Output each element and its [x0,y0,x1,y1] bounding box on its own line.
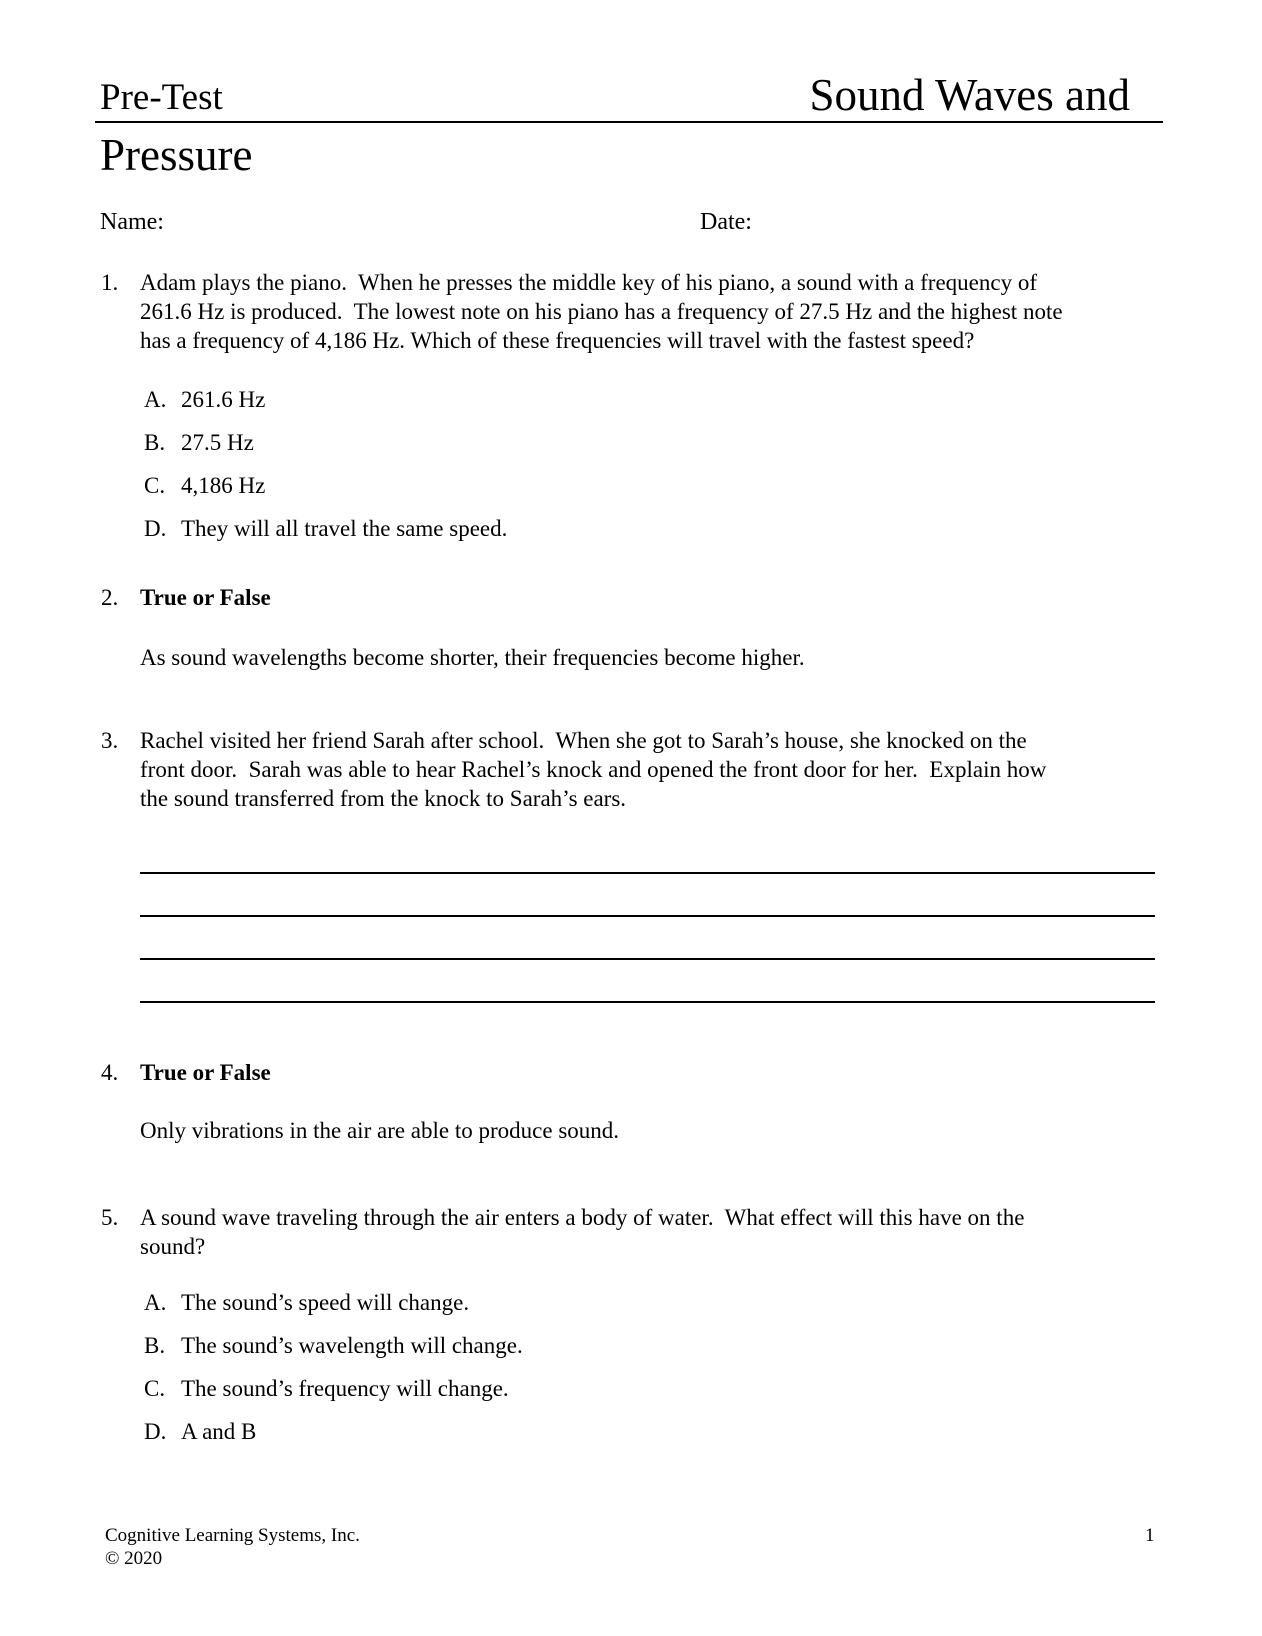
question-1-line-3: has a frequency of 4,186 Hz. Which of these frequencies will travel with the fastest speed? [140,328,975,353]
question-5-choice-d [144,1417,1144,1446]
question-1-choice-a [144,385,1144,414]
question-5-text [140,1203,1176,1261]
choice-letter: B. [144,1333,166,1358]
question-5-choice-a [144,1288,1144,1317]
question-1-choice-d [144,514,1144,543]
document-subject-title-wrapped: Pressure [100,130,253,180]
answer-line-2 [140,915,1155,917]
document-subject-title: Sound Waves and [809,70,1130,120]
question-1-choice-b [144,428,1144,457]
question-4-number: 4. [101,1060,119,1085]
question-2 [101,583,1176,612]
question-5-choice-b [144,1331,1144,1360]
question-1-text [140,268,1176,355]
choice-text: The sound’s wavelength will change. [181,1333,523,1358]
choice-text: The sound’s speed will change. [181,1290,470,1315]
question-5-line-1: A sound wave traveling through the air enters a body of water. What effect will this have on the [140,1205,1025,1230]
question-1-line-2: 261.6 Hz is produced. The lowest note on his piano has a frequency of 27.5 Hz and the highest note [140,299,1063,324]
question-3-line-1: Rachel visited her friend Sarah after school. When she got to Sarah’s house, she knocked on the [140,728,1027,753]
footer-publisher [105,1524,360,1570]
choice-text: A and B [181,1419,257,1444]
header-rule [95,121,1163,123]
question-1 [101,268,1176,355]
question-3-number: 3. [101,728,119,753]
question-5-choice-c [144,1374,1144,1403]
question-3 [101,726,1176,813]
choice-letter: A. [144,1290,167,1315]
question-4-statement: Only vibrations in the air are able to produce sound. [140,1118,620,1143]
question-2-number: 2. [101,585,119,610]
page-number: 1 [1145,1525,1155,1546]
choice-letter: D. [144,1419,167,1444]
question-1-choice-c [144,471,1144,500]
copyright-notice: © 2020 [105,1548,163,1569]
question-5 [101,1203,1176,1261]
choice-letter: C. [144,1376,166,1401]
question-5-line-2: sound? [140,1234,206,1259]
question-1-number: 1. [101,270,119,295]
choice-text: 4,186 Hz [181,473,266,498]
question-3-line-3: the sound transferred from the knock to Sarah’s ears. [140,786,627,811]
choice-letter: D. [144,516,167,541]
question-2-statement: As sound wavelengths become shorter, their frequencies become higher. [140,645,805,670]
question-3-line-2: front door. Sarah was able to hear Rachel’s knock and opened the front door for her. Explain how [140,757,1047,782]
date-label: Date: [700,209,752,235]
choice-letter: A. [144,387,167,412]
name-label: Name: [100,209,164,235]
question-5-number: 5. [101,1205,119,1230]
choice-letter: C. [144,473,166,498]
choice-text: 261.6 Hz [181,387,266,412]
answer-line-3 [140,958,1155,960]
choice-letter: B. [144,430,166,455]
question-1-line-1: Adam plays the piano. When he presses the middle key of his piano, a sound with a frequency of [140,270,1037,295]
answer-line-1 [140,872,1155,874]
choice-text: 27.5 Hz [181,430,254,455]
document-type-title: Pre-Test [100,77,223,118]
question-4-heading: True or False [140,1060,271,1085]
choice-text: The sound’s frequency will change. [181,1376,509,1401]
question-4 [101,1058,1176,1087]
question-2-heading: True or False [140,585,271,610]
answer-line-4 [140,1001,1155,1003]
publisher-name: Cognitive Learning Systems, Inc. [105,1525,360,1546]
question-3-text [140,726,1176,813]
choice-text: They will all travel the same speed. [181,516,508,541]
